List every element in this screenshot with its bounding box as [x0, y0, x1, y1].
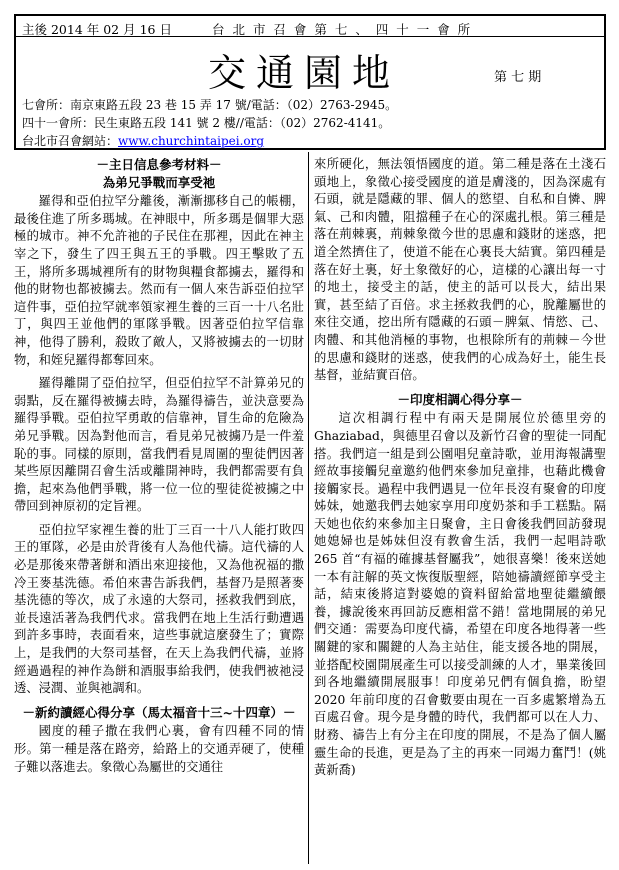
india-section-title: －印度相調心得分享－: [397, 391, 523, 407]
left-column: [14, 156, 304, 782]
website-link[interactable]: www.churchintaipei.org: [118, 134, 265, 148]
website-line: [22, 132, 264, 149]
website-label: 台北市召會網站：: [22, 134, 119, 148]
india-paragraph: 這次相調行程中有兩天是開展位於德里旁的 Ghaziabad，與德里召會以及新竹召會的聖徒一同配搭。我們這一組是到公園唱兒童詩歌，並用海報講聖經故事接觸兒童邀約他們來參加兒童排，也藉此機會接觸家長。過程中我們遇見一位年長沒有聚會的印度姊妹，她邀我們去她家享用印度奶茶和手工糕點。隔天她也依約來參加主日聚會，主日會後我們回訪發現她媳婦也是姊妹但沒有教會生活，我們一起唱詩歌 265 首“有福的確據基督屬我”，她很喜樂！後來送她一本有註解的英文恢復版聖經，陪她禱讀經節享受主話，結束後將這對婆媳的資料留給當地聖徒繼續餵養，據說後來再回訪反應相當不錯！當地開展的弟兄們交通：需要為印度代禱，希望在印度各地得著一些關鍵的家和關鍵的人為主站住，能支援各地的開展，並搭配校園開展產生可以接受訓練的人才，畢業後回到各地繼續開展服事！印度弟兄們有個負擔，盼望 2020 年前印度的召會數要由現在一百多處繁增為五百處召會。現今是身體的時代，我們都可以在人力、財務、禱告上有分主在印度的開展，不是為了個人屬靈生命的長進，更是為了主的再來一同竭力奮鬥！(姚黃新喬): [314, 411, 606, 778]
sermon-paragraph-1: 羅得和亞伯拉罕分離後，漸漸挪移自己的帳棚，最後住進了所多瑪城。在神眼中，所多瑪是個罪大惡極的城市。神不允許祂的子民住在那裡，因此在神主宰之下，發生了四王與五王的爭戰。四王擊敗了五王，將所多瑪城裡所有的財物與糧食都擄去，羅得和他的財物也都被擄去。然而有一個人來告訴亞伯拉罕這件事，亞伯拉罕就率領家裡生養的三百一十八名壯丁，與四王並他們的軍隊爭戰。因著亞伯拉罕信靠神，他得了勝利，殺敗了敵人，又將被擄去的一切財物，和姪兒羅得都奪回來。: [14, 194, 304, 367]
header-divider: [16, 36, 604, 37]
column-divider: [308, 152, 309, 864]
newsletter-title: 交通園地: [208, 51, 401, 95]
hall41-address: 四十一會所：民生東路五段 141 號 2 樓//電話：（02）2762-4141。: [22, 116, 391, 130]
reading-paragraph: 國度的種子撒在我們心裏，會有四種不同的情形。第一種是落在路旁，給路上的交通弄硬了，使種子難以落進去。象徵心為屬世的交通往: [14, 724, 304, 774]
issue-date: 主後 2014 年 02 月 16 日: [22, 22, 172, 37]
church-name: 台 北 市 召 會 第 七 、 四 十 一 會 所: [212, 22, 473, 37]
issue-number: 第 七 期: [494, 70, 542, 85]
reading-paragraph-continued: 來所硬化，無法領悟國度的道。第二種是落在土淺石頭地上，象徵心接受國度的道是膚淺的，因為深處有石頭，就是隱藏的罪、個人的慾望、自私和自憐、脾氣、己和肉體，阻擋種子在心的深處扎根。第三種是落在荊棘裏，荊棘象徵今世的思慮和錢財的迷惑，把道全然擠住了，使道不能在心裏長大結實。第四種是落在好土裏，好土象徵好的心，這樣的心讓出每一寸的地土，接受主的話，使主的話可以長大，結出果實，甚至結了百倍。求主拯救我們的心，脫離屬世的來往交通，挖出所有隱藏的石頭－脾氣、情慾、己、肉體、和其他消極的事物，也根除所有的荊棘－今世的思慮和錢財的迷惑，使我們的心成為好土，能生長基督，並結實百倍。: [314, 157, 606, 383]
reading-section-title: －新約讀經心得分享（馬太福音十三~十四章）－: [22, 704, 296, 720]
sermon-section-title: －主日信息參考材料－: [96, 157, 222, 172]
sermon-article-title: 為弟兄爭戰而享受祂: [102, 174, 216, 190]
sermon-paragraph-3: 亞伯拉罕家裡生養的壯丁三百一十八人能打敗四王的軍隊，必是由於背後有人為他代禱。這代禱的人必是那後來帶著餅和酒出來迎接他，又為他祝福的撒冷王麥基洗德。希伯來書告訴我們，基督乃是照著麥基洗德的等次，成了永遠的大祭司，拯救我們到底，並長遠活著為我們代求。當我們在地上生活行動遭遇到許多事時，表面看來，這些事就這麼發生了；實際上，是我們的大祭司基督，在天上為我們代禱，並將經過過程的神作為餅和酒服事給我們，使我們被祂浸透、浸潤、並與祂調和。: [14, 522, 304, 696]
sermon-paragraph-2: 羅得離開了亞伯拉罕，但亞伯拉罕不計算弟兄的弱點，反在羅得被擄去時，為羅得禱告，並決意要為羅得爭戰。亞伯拉罕勇敢的信靠神，冒生命的危險為弟兄爭戰。因為對他而言，看見弟兄被擄乃是一件羞恥的事。同樣的原則，當我們看見周圍的聖徒們因著某些原因離開召會生活或離開神時，我們都需要有負擔，起來為他們爭戰，將一位一位的聖徒從被擄之中帶回到神原初的定旨裡。: [14, 376, 304, 514]
newsletter-header: [14, 14, 606, 150]
right-column: [314, 156, 606, 786]
hall7-address: 七會所：南京東路五段 23 巷 15 弄 17 號/電話：（02）2763-2945。: [22, 98, 398, 112]
